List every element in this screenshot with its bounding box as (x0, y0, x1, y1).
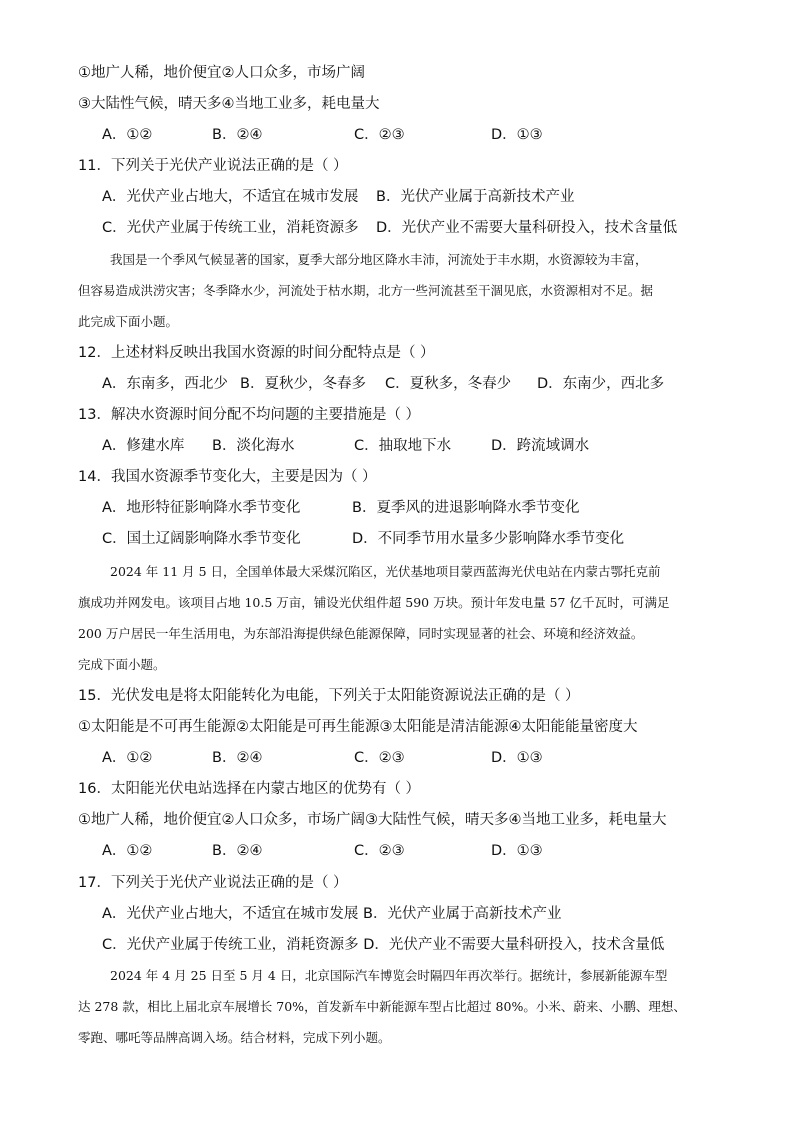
q13-option-a[interactable]: A．修建水库 (102, 438, 185, 454)
q12-option-a[interactable]: A．东南多，西北少 (102, 376, 228, 392)
q17-options-line-1[interactable]: A．光伏产业占地大，不适宜在城市发展 B．光伏产业属于高新技术产业 (102, 906, 562, 922)
passage-3-line-1: 2024 年 4 月 25 日至 5 月 4 日，北京国际汽车博览会时隔四年再次举行。据统计，参展新能源车型 (110, 968, 668, 983)
option-d[interactable]: D．①③ (491, 127, 543, 143)
q16-option-d[interactable]: D．①③ (491, 843, 543, 859)
question-13-stem: 13．解决水资源时间分配不均问题的主要措施是（ ） (78, 407, 421, 423)
question-11-stem: 11．下列关于光伏产业说法正确的是（ ） (78, 158, 348, 174)
q14-option-c[interactable]: C．国土辽阔影响降水季节变化 (102, 531, 301, 547)
q14-option-d[interactable]: D．不同季节用水量多少影响降水季节变化 (352, 531, 625, 547)
option-a[interactable]: A．①② (102, 127, 153, 143)
option-c[interactable]: C．②③ (354, 127, 405, 143)
q13-option-b[interactable]: B．淡化海水 (212, 438, 295, 454)
passage-2-line-2: 旗成功并网发电。该项目占地 10.5 万亩，铺设光伏组件超 590 万块。预计年发电量 57 亿千瓦时，可满足 (78, 595, 670, 610)
passage-1-line-2: 但容易造成洪涝灾害；冬季降水少，河流处于枯水期，北方一些河流甚至干涸见底，水资源相对不足。据 (78, 283, 654, 298)
question-15-stem: 15．光伏发电是将太阳能转化为电能，下列关于太阳能资源说法正确的是（ ） (78, 688, 580, 704)
q14-option-a[interactable]: A．地形特征影响降水季节变化 (102, 500, 301, 516)
q15-statements: ①太阳能是不可再生能源②太阳能是可再生能源③太阳能是清洁能源④太阳能能量密度大 (78, 719, 638, 735)
passage-1-line-3: 此完成下面小题。 (78, 314, 179, 329)
passage-2-line-3: 200 万户居民一年生活用电，为东部沿海提供绿色能源保障，同时实现显著的社会、环境和经济效益。 (78, 626, 644, 641)
q11-option-a[interactable]: A．光伏产业占地大，不适宜在城市发展 (102, 189, 359, 205)
q14-option-b[interactable]: B．夏季风的进退影响降水季节变化 (352, 500, 580, 516)
question-17-stem: 17．下列关于光伏产业说法正确的是（ ） (78, 875, 348, 891)
choice-statements-line-1: ①地广人稀，地价便宜②人口众多，市场广阔 (78, 65, 365, 81)
q12-option-c[interactable]: C．夏秋多，冬春少 (385, 376, 512, 392)
q13-option-c[interactable]: C．抽取地下水 (354, 438, 452, 454)
q15-option-c[interactable]: C．②③ (354, 750, 405, 766)
passage-2-line-4: 完成下面小题。 (78, 657, 166, 672)
q16-option-b[interactable]: B．②④ (212, 843, 263, 859)
q12-option-b[interactable]: B．夏秋少，冬春多 (240, 376, 366, 392)
q16-option-a[interactable]: A．①② (102, 843, 153, 859)
question-16-stem: 16．太阳能光伏电站选择在内蒙古地区的优势有（ ） (78, 781, 421, 797)
q12-option-d[interactable]: D．东南少，西北多 (537, 376, 665, 392)
passage-3-line-2: 达 278 款，相比上届北京车展增长 70%，首发新车中新能源车型占比超过 80%。小米、蔚来、小鹏、理想、 (78, 999, 686, 1014)
q15-option-d[interactable]: D．①③ (491, 750, 543, 766)
passage-1-line-1: 我国是一个季风气候显著的国家，夏季大部分地区降水丰沛，河流处于丰水期，水资源较为丰富， (110, 252, 648, 267)
q13-option-d[interactable]: D．跨流域调水 (491, 438, 590, 454)
q16-option-c[interactable]: C．②③ (354, 843, 405, 859)
option-b[interactable]: B．②④ (212, 127, 263, 143)
q16-statements: ①地广人稀，地价便宜②人口众多，市场广阔③大陆性气候，晴天多④当地工业多，耗电量大 (78, 812, 667, 828)
passage-2-line-1: 2024 年 11 月 5 日，全国单体最大采煤沉陷区，光伏基地项目蒙西蓝海光伏电站在内蒙古鄂托克前 (110, 564, 661, 579)
question-12-stem: 12．上述材料反映出我国水资源的时间分配特点是（ ） (78, 345, 435, 361)
q11-option-c[interactable]: C．光伏产业属于传统工业，消耗资源多 (102, 220, 359, 236)
q15-option-b[interactable]: B．②④ (212, 750, 263, 766)
q17-options-line-2[interactable]: C．光伏产业属于传统工业，消耗资源多 D．光伏产业不需要大量科研投入，技术含量低 (102, 937, 665, 953)
q15-option-a[interactable]: A．①② (102, 750, 153, 766)
choice-statements-line-2: ③大陆性气候，晴天多④当地工业多，耗电量大 (78, 96, 380, 112)
question-14-stem: 14．我国水资源季节变化大，主要是因为（ ） (78, 469, 377, 485)
q11-option-d[interactable]: D．光伏产业不需要大量科研投入，技术含量低 (376, 220, 678, 236)
q11-option-b[interactable]: B．光伏产业属于高新技术产业 (376, 189, 575, 205)
passage-3-line-3: 零跑、哪吒等品牌高调入场。结合材料，完成下列小题。 (78, 1030, 391, 1045)
